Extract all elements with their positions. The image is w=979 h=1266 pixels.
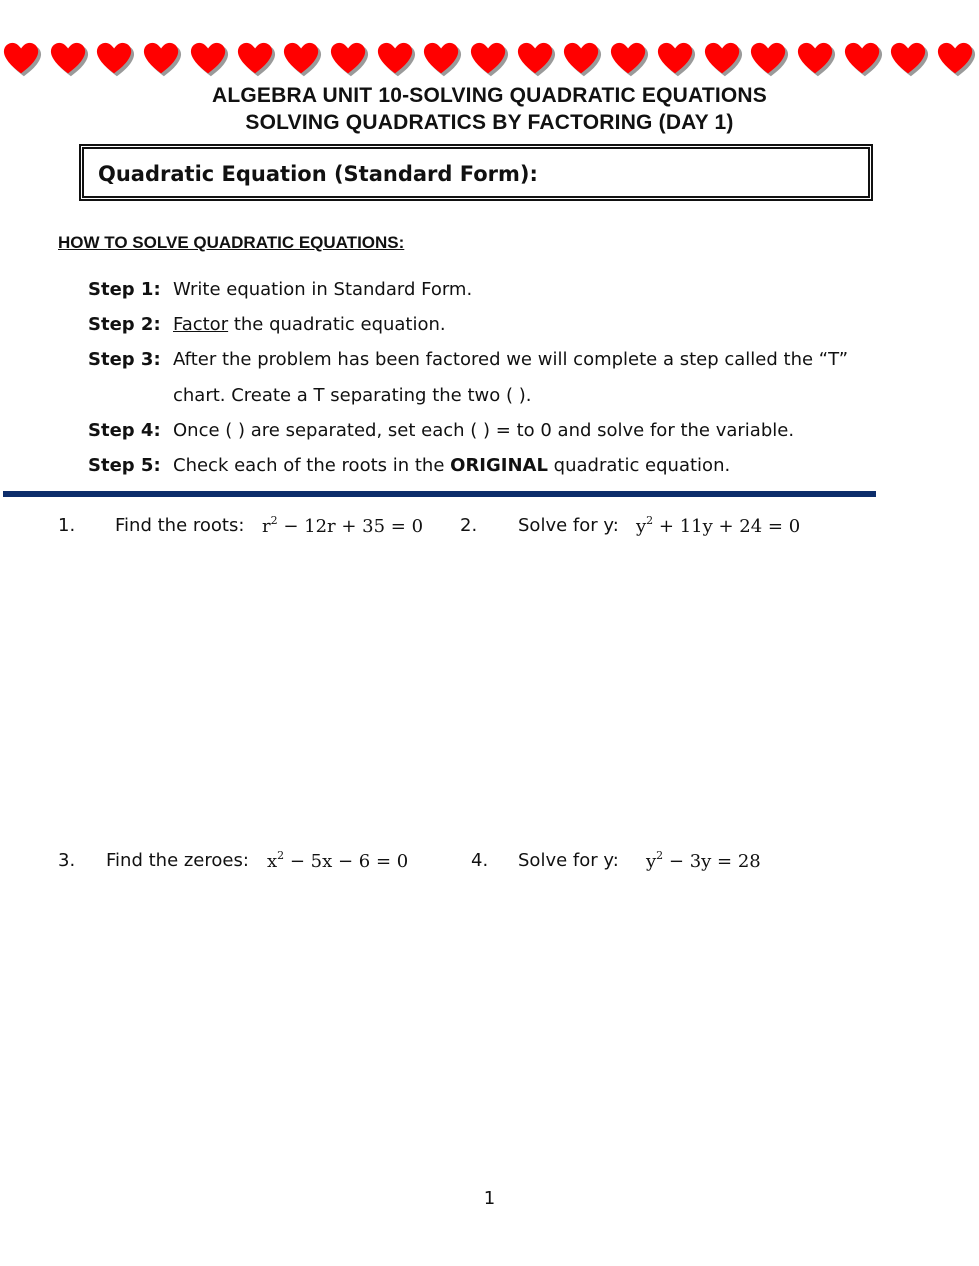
heart-icon	[142, 40, 182, 80]
standard-form-box	[79, 144, 873, 201]
step-text: Once ( ) are separated, set each ( ) = to 0 and solve for the variable.	[173, 420, 795, 441]
problem-prompt: Solve for y:	[518, 515, 619, 536]
problem-prompt: Find the zeroes:	[106, 850, 249, 871]
heart-icon	[376, 40, 416, 80]
problem-number: 3.	[58, 850, 76, 871]
step-text: Write equation in Standard Form.	[173, 279, 473, 300]
page-number: 1	[483, 1188, 496, 1209]
problem-prompt: Solve for y:	[518, 850, 619, 871]
heart-icon	[936, 40, 976, 80]
factor-term: Factor	[173, 314, 229, 335]
problem-number: 4.	[471, 850, 489, 871]
step-text: Check each of the roots in the ORIGINAL quadratic equation.	[173, 455, 731, 476]
problem-prompt: Find the roots:	[115, 515, 245, 536]
heart-icon	[49, 40, 89, 80]
heart-icon	[796, 40, 836, 80]
problem-1	[58, 514, 424, 537]
problem-2	[460, 514, 801, 537]
problem-4	[471, 849, 761, 872]
original-emphasis: ORIGINAL	[450, 455, 548, 476]
heart-icon	[516, 40, 556, 80]
heart-icon	[843, 40, 883, 80]
heart-icon	[282, 40, 322, 80]
heart-icon	[609, 40, 649, 80]
problem-equation: $y^2 - 3y = 28$	[646, 849, 761, 872]
heart-icon	[422, 40, 462, 80]
heart-icon	[95, 40, 135, 80]
step-label: Step 1:	[88, 279, 161, 300]
heart-icon	[329, 40, 369, 80]
step-text: Factor the quadratic equation.	[173, 314, 446, 335]
heart-icon	[749, 40, 789, 80]
problem-number: 2.	[460, 515, 478, 536]
heart-icon	[189, 40, 229, 80]
section-divider	[3, 491, 876, 497]
standard-form-label: Quadratic Equation (Standard Form):	[98, 162, 538, 186]
problem-equation: $y^2 + 11y + 24 = 0$	[636, 514, 801, 537]
howto-heading: HOW TO SOLVE QUADRATIC EQUATIONS:	[58, 233, 405, 252]
heart-icon	[469, 40, 509, 80]
problem-3	[58, 849, 409, 872]
heart-border	[0, 40, 979, 80]
heart-icon	[2, 40, 42, 80]
step-label: Step 2:	[88, 314, 161, 335]
page-title: ALGEBRA UNIT 10-SOLVING QUADRATIC EQUATIONS	[212, 84, 767, 107]
heart-icon	[656, 40, 696, 80]
heart-icon	[236, 40, 276, 80]
problem-number: 1.	[58, 515, 76, 536]
step-text-continued: chart. Create a T separating the two ( ).	[173, 385, 532, 406]
step-label: Step 4:	[88, 420, 161, 441]
step-text: After the problem has been factored we will complete a step called the “T”	[173, 349, 849, 370]
heart-icon	[889, 40, 929, 80]
step-label: Step 3:	[88, 349, 161, 370]
heart-icon	[562, 40, 602, 80]
step-label: Step 5:	[88, 455, 161, 476]
problem-equation: $x^2 - 5x - 6 = 0$	[267, 849, 409, 872]
page-subtitle: SOLVING QUADRATICS BY FACTORING (DAY 1)	[245, 111, 734, 134]
problem-equation: $r^2 - 12r + 35 = 0$	[262, 514, 424, 537]
heart-icon	[703, 40, 743, 80]
